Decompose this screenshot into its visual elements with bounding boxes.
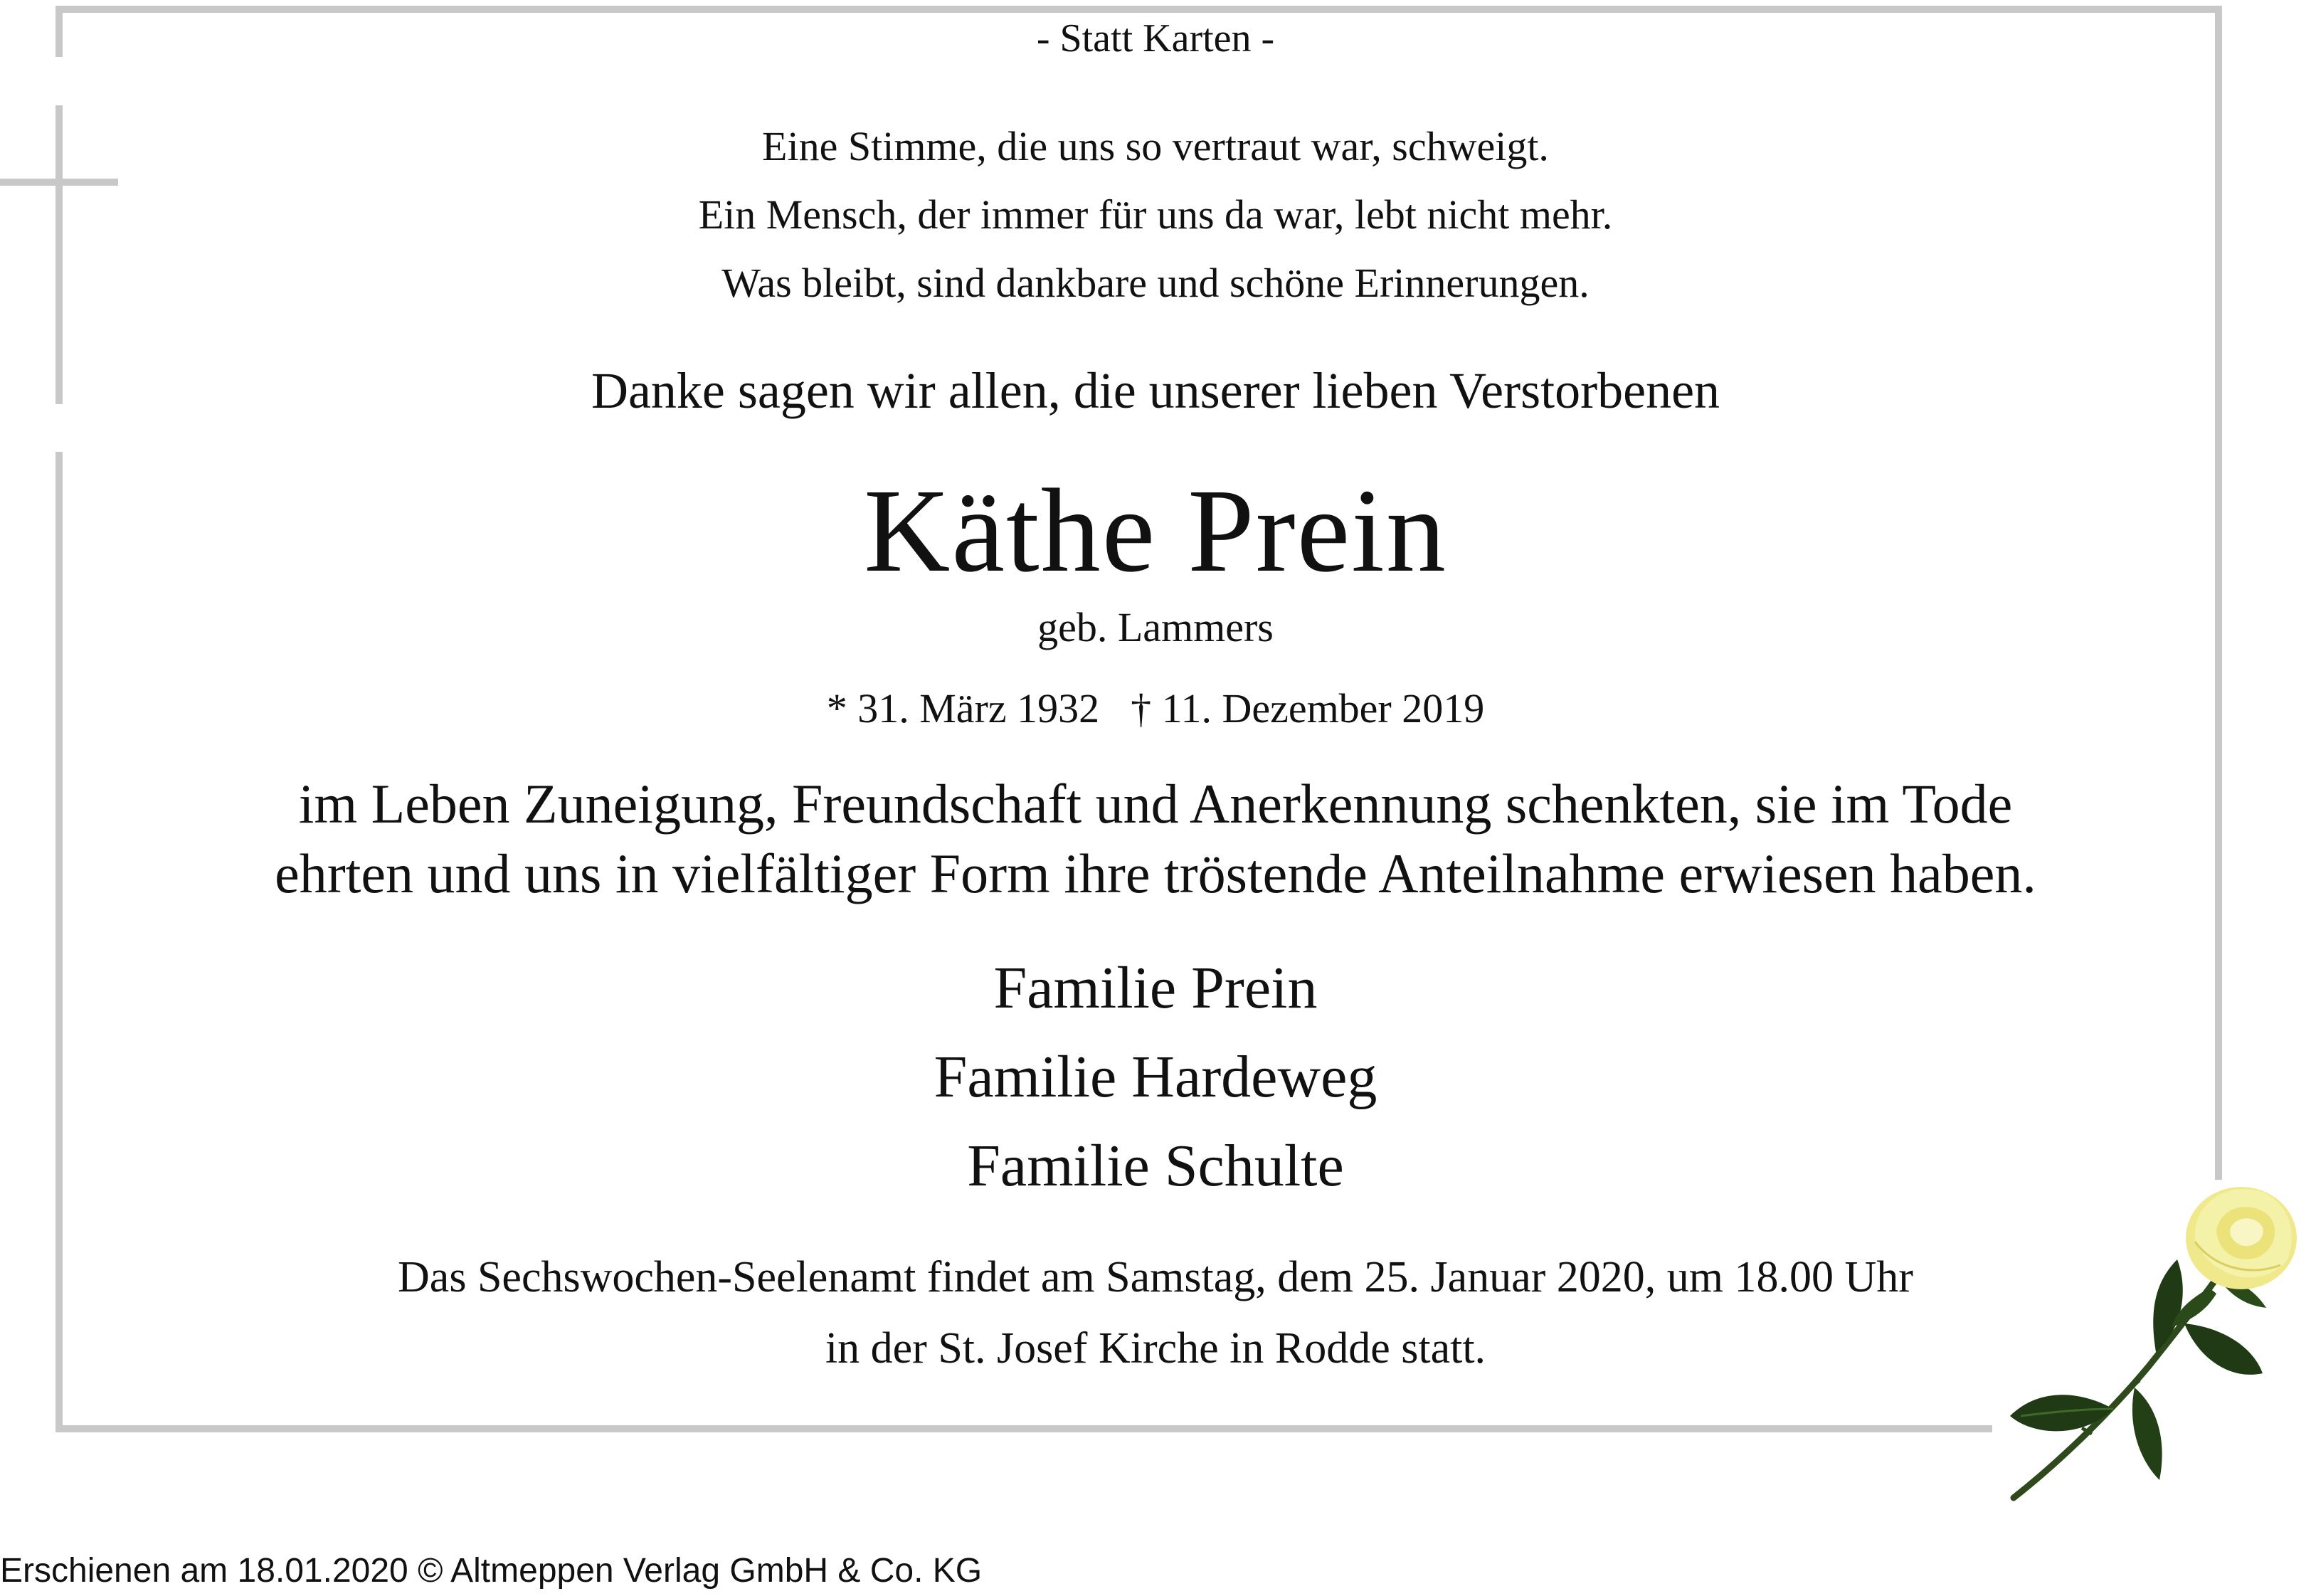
birth-name: geb. Lammers — [1037, 604, 1274, 650]
publication-footer: Erschienen am 18.01.2020 © Altmeppen Verlag GmbH & Co. KG — [0, 1552, 983, 1590]
yellow-rose-icon — [2006, 1174, 2311, 1508]
body-text-line: im Leben Zuneigung, Freundschaft und Anerkennung schenkten, sie im Tode — [298, 773, 2013, 835]
deceased-name: Käthe Prein — [864, 465, 1447, 597]
family-name: Familie Prein — [993, 955, 1318, 1021]
family-name: Familie Schulte — [967, 1133, 1344, 1199]
frame-bottom-border — [55, 1425, 1992, 1432]
death-date: † 11. Dezember 2019 — [1131, 685, 1485, 731]
body-text-line: ehrten und uns in vielfältiger Form ihre tröstende Anteilnahme erwiesen haben. — [275, 842, 2036, 904]
thanks-line: Danke sagen wir allen, die unserer lieben Verstorbenen — [591, 362, 1720, 419]
frame-top-border — [55, 6, 2222, 13]
poem-line: Was bleibt, sind dankbare und schöne Erinnerungen. — [721, 260, 1590, 306]
family-name: Familie Hardeweg — [934, 1044, 1377, 1110]
poem-line: Ein Mensch, der immer für uns da war, lebt nicht mehr. — [698, 191, 1613, 238]
cross-horizontal-bar — [0, 179, 118, 186]
service-info-line: Das Sechswochen-Seelenamt findet am Samstag, dem 25. Januar 2020, um 18.00 Uhr — [398, 1253, 1913, 1301]
notice-header: - Statt Karten - — [1036, 16, 1275, 60]
birth-date: * 31. März 1932 — [826, 685, 1100, 731]
service-info-line: in der St. Josef Kirche in Rodde statt. — [825, 1324, 1486, 1373]
life-dates — [0, 685, 2311, 732]
poem-line: Eine Stimme, die uns so vertraut war, schweigt. — [762, 123, 1549, 169]
